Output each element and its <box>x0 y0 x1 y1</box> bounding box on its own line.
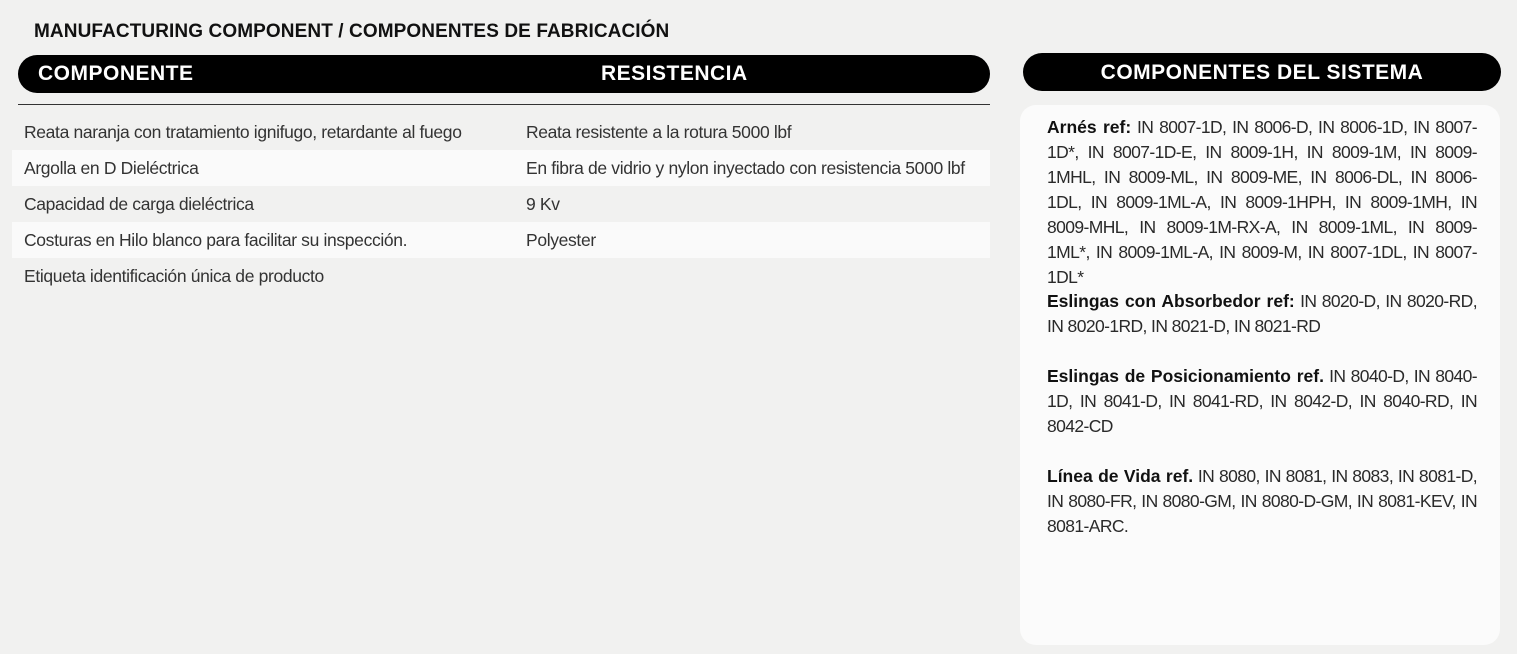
system-header: COMPONENTES DEL SISTEMA <box>1023 53 1501 91</box>
component-cell: Costuras en Hilo blanco para facilitar su inspección. <box>24 229 408 250</box>
components-table <box>12 114 990 294</box>
item-refs: IN 8007-1D, IN 8006-D, IN 8006-1D, IN 8007-1D*, IN 8007-1D-E, IN 8009-1H, IN 8009-1M, IN 8009-1MHL, IN 8009-ML, IN 8009-ME, IN 8006-DL, IN 8006-1DL, IN 8009-1ML-A, IN 8009-1HPH, IN 8009-1MH, IN 8009-MHL, IN 8009-1M-RX-A, IN 8009-1ML, IN 8009-1ML*, IN 8009-1ML-A, IN 8009-M, IN 8007-1DL, IN 8007-1DL* <box>1047 117 1478 287</box>
table-row <box>12 258 990 294</box>
item-label: Eslingas de Posicionamiento ref. <box>1047 366 1324 386</box>
item-refs: IN 8020-D, IN 8020-RD, IN 8020-1RD, IN 8021-D, IN 8021-RD <box>1047 291 1477 336</box>
system-item-absorbedor <box>1047 289 1477 339</box>
item-refs: IN 8040-D, IN 8040-1D, IN 8041-D, IN 8041-RD, IN 8042-D, IN 8040-RD, IN 8042-CD <box>1047 366 1478 436</box>
table-header-bar <box>18 55 990 93</box>
component-cell: Argolla en D Dieléctrica <box>24 157 199 178</box>
item-refs: IN 8080, IN 8081, IN 8083, IN 8081-D, IN 8080-FR, IN 8080-GM, IN 8080-D-GM, IN 8081-KEV, IN 8081-ARC. <box>1047 466 1477 536</box>
resistance-cell: 9 Kv <box>526 193 560 214</box>
header-resistencia: RESISTENCIA <box>601 62 748 85</box>
system-item-arnes <box>1047 115 1477 290</box>
header-componente: COMPONENTE <box>38 62 194 85</box>
table-row <box>12 150 990 186</box>
table-row <box>12 114 990 150</box>
item-label: Eslingas con Absorbedor ref: <box>1047 291 1295 311</box>
header-divider <box>18 104 990 105</box>
component-cell: Etiqueta identificación única de producto <box>24 265 324 286</box>
item-label: Línea de Vida ref. <box>1047 466 1194 486</box>
table-row <box>12 186 990 222</box>
system-item-linea-vida <box>1047 464 1477 539</box>
component-cell: Reata naranja con tratamiento ignifugo, retardante al fuego <box>24 121 462 142</box>
system-item-posicionamiento <box>1047 364 1477 439</box>
item-label: Arnés ref: <box>1047 117 1132 137</box>
resistance-cell: En fibra de vidrio y nylon inyectado con resistencia 5000 lbf <box>526 157 965 178</box>
resistance-cell: Reata resistente a la rotura 5000 lbf <box>526 121 792 142</box>
resistance-cell: Polyester <box>526 229 596 250</box>
table-row <box>12 222 990 258</box>
page-title: MANUFACTURING COMPONENT / COMPONENTES DE FABRICACIÓN <box>34 21 670 42</box>
component-cell: Capacidad de carga dieléctrica <box>24 193 254 214</box>
